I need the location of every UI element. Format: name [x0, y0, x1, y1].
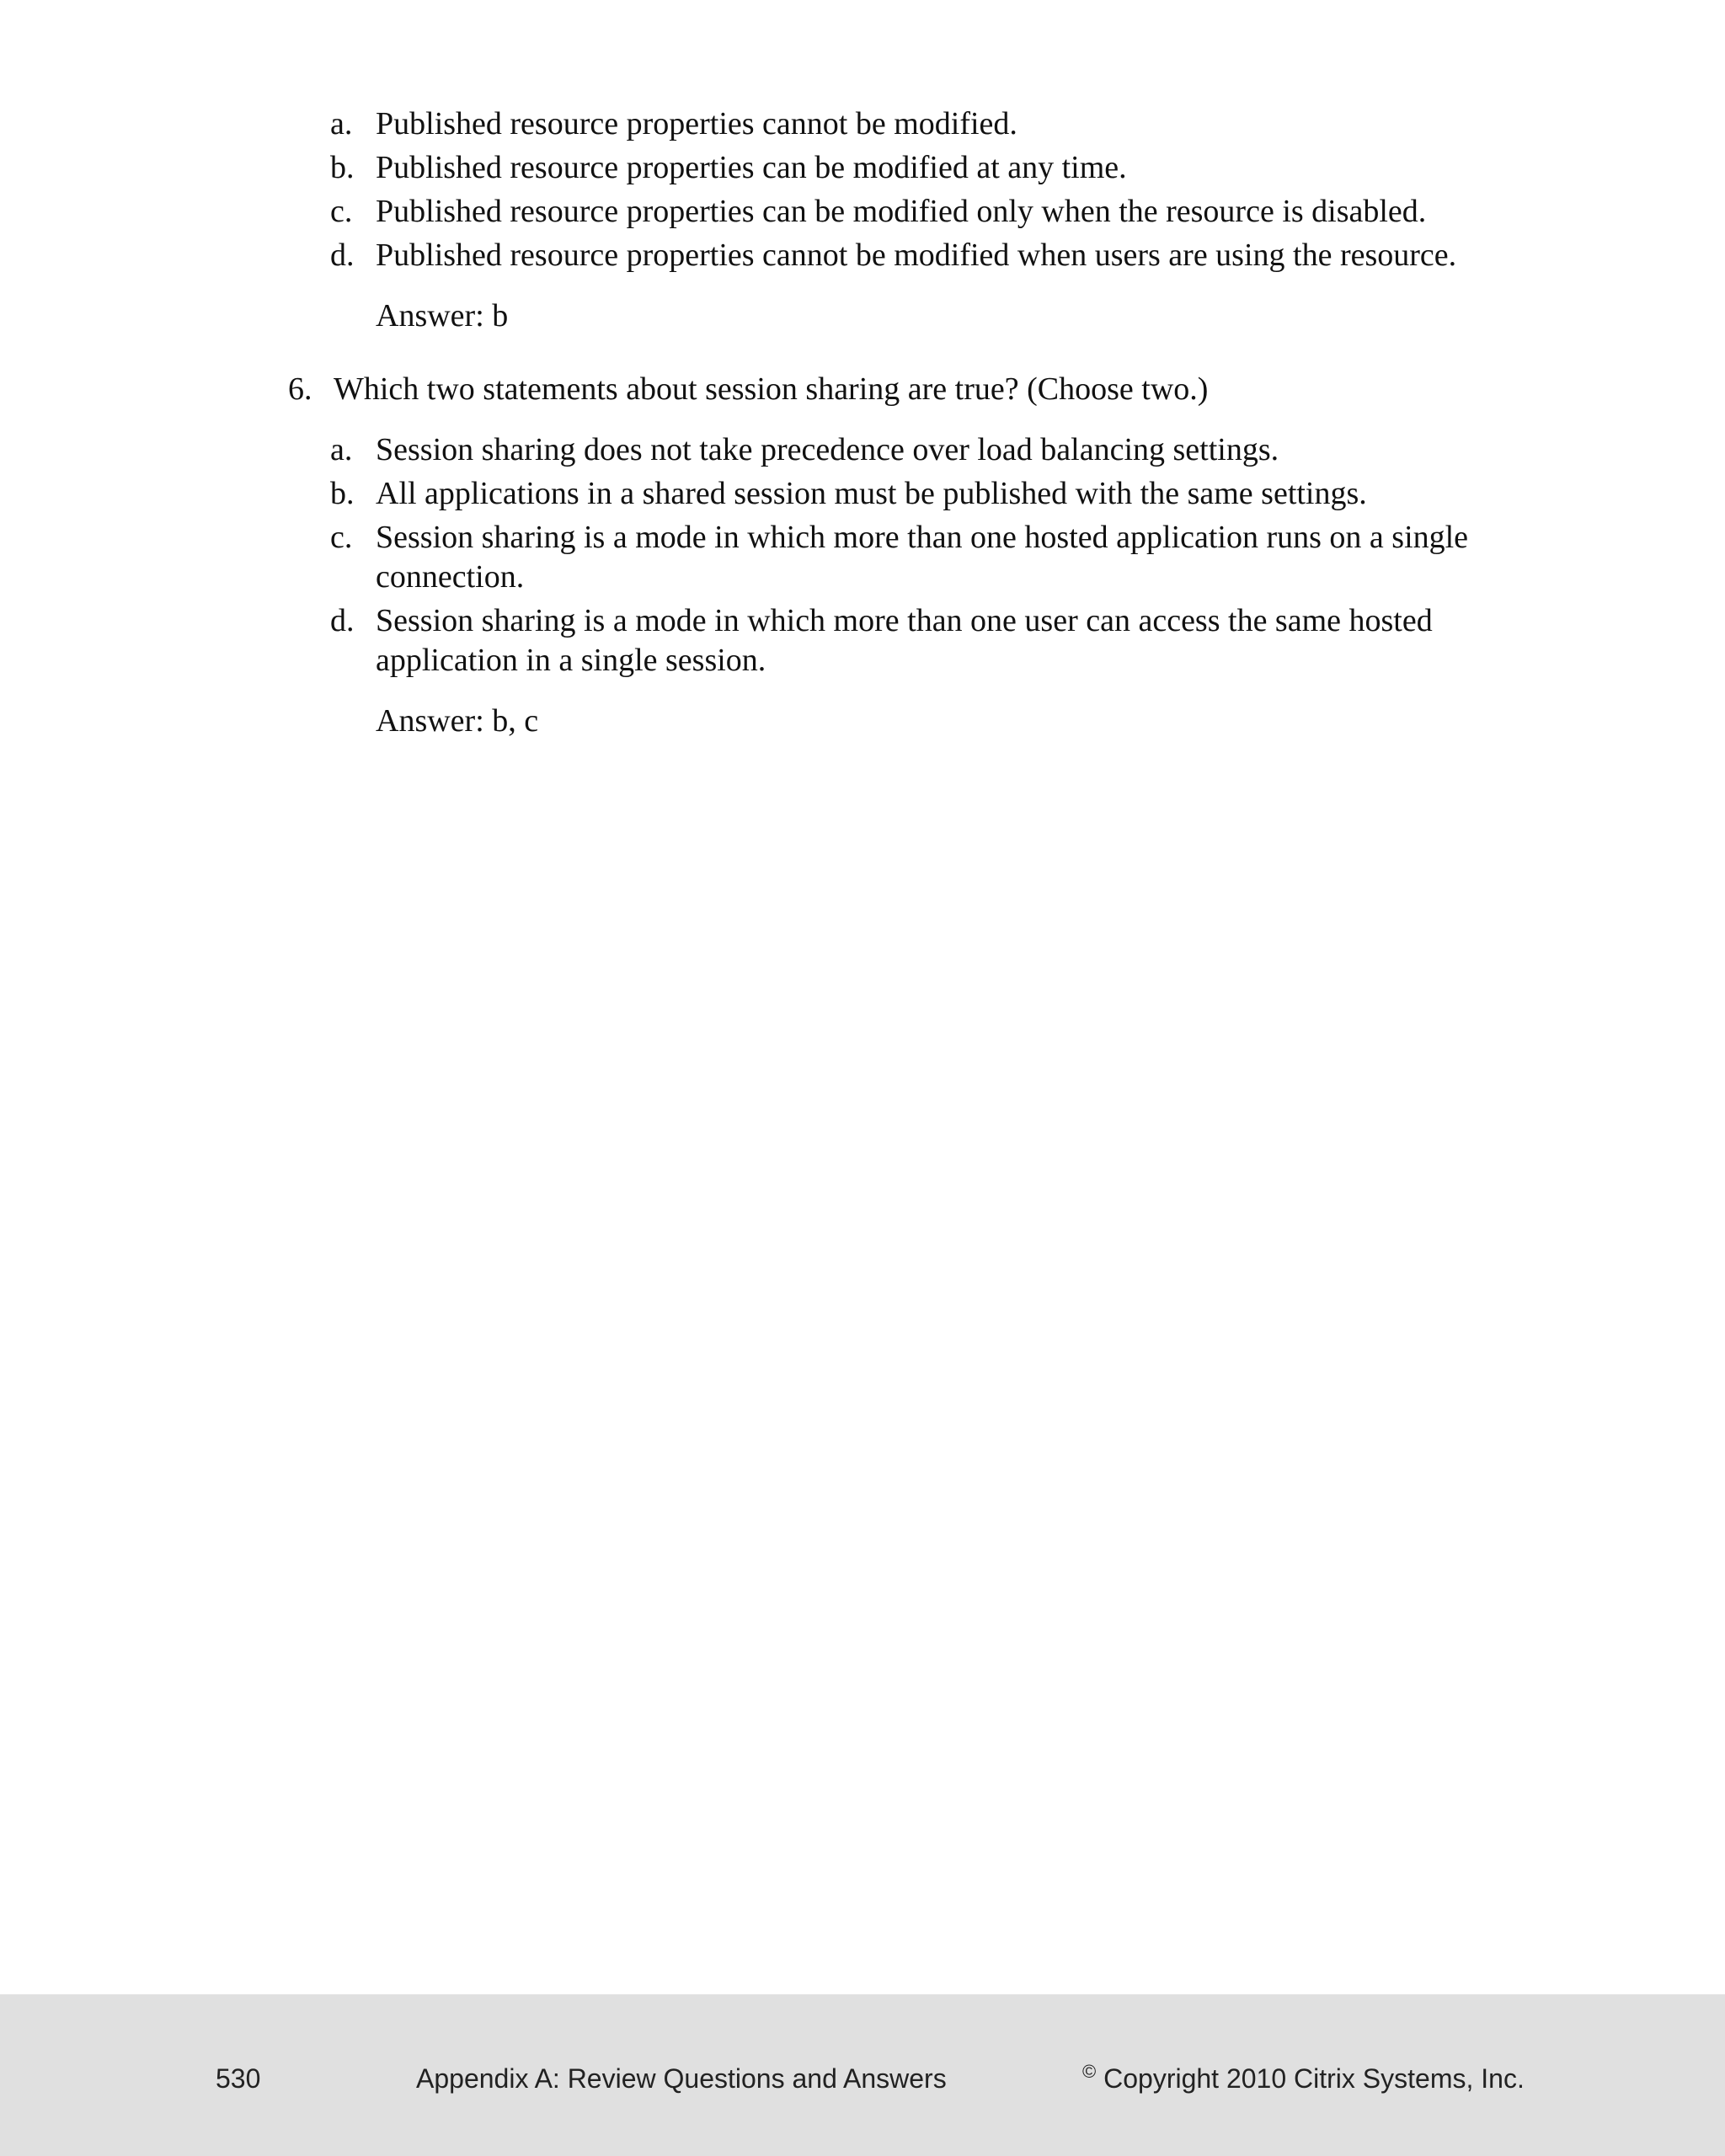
option-letter: d. [330, 603, 355, 638]
option-b [330, 474, 1535, 514]
option-b [330, 148, 1535, 188]
option-text: All applications in a shared session must be published with the same settings. [376, 476, 1367, 511]
section-title: Appendix A: Review Questions and Answers [416, 2063, 947, 2094]
option-a [330, 430, 1535, 470]
question-6-answer: Answer: b, c [376, 703, 539, 739]
option-letter: d. [330, 237, 355, 273]
previous-question-answer: Answer: b [376, 298, 509, 334]
option-d [330, 601, 1535, 680]
question-text: Which two statements about session sharing are true? (Choose two.) [334, 371, 1209, 407]
option-letter: c. [330, 520, 353, 555]
option-text: Published resource properties cannot be modified when users are using the resource. [376, 237, 1457, 273]
page-footer [0, 1994, 1725, 2156]
option-letter: b. [330, 476, 355, 511]
option-text: Session sharing is a mode in which more than one hosted application runs on a single connection. [376, 520, 1469, 595]
option-c [330, 518, 1535, 597]
copyright-notice [1082, 2063, 1525, 2095]
option-letter: a. [330, 432, 353, 467]
question-6-options [330, 430, 1535, 685]
page-number: 530 [216, 2063, 261, 2094]
option-letter: b. [330, 150, 355, 185]
option-text: Published resource properties cannot be modified. [376, 106, 1017, 141]
option-c [330, 192, 1535, 232]
option-letter: a. [330, 106, 353, 141]
option-text: Session sharing does not take precedence over load balancing settings. [376, 432, 1279, 467]
option-text: Published resource properties can be modified only when the resource is disabled. [376, 194, 1427, 229]
option-a [330, 104, 1535, 144]
option-text: Session sharing is a mode in which more than one user can access the same hosted application in a single session. [376, 603, 1433, 678]
option-text: Published resource properties can be modified at any time. [376, 150, 1127, 185]
option-letter: c. [330, 194, 353, 229]
copyright-text: Copyright 2010 Citrix Systems, Inc. [1103, 2063, 1525, 2094]
previous-question-options [330, 104, 1535, 280]
question-number: 6. [288, 371, 312, 407]
copyright-symbol: © [1082, 2061, 1097, 2082]
option-d [330, 236, 1535, 275]
